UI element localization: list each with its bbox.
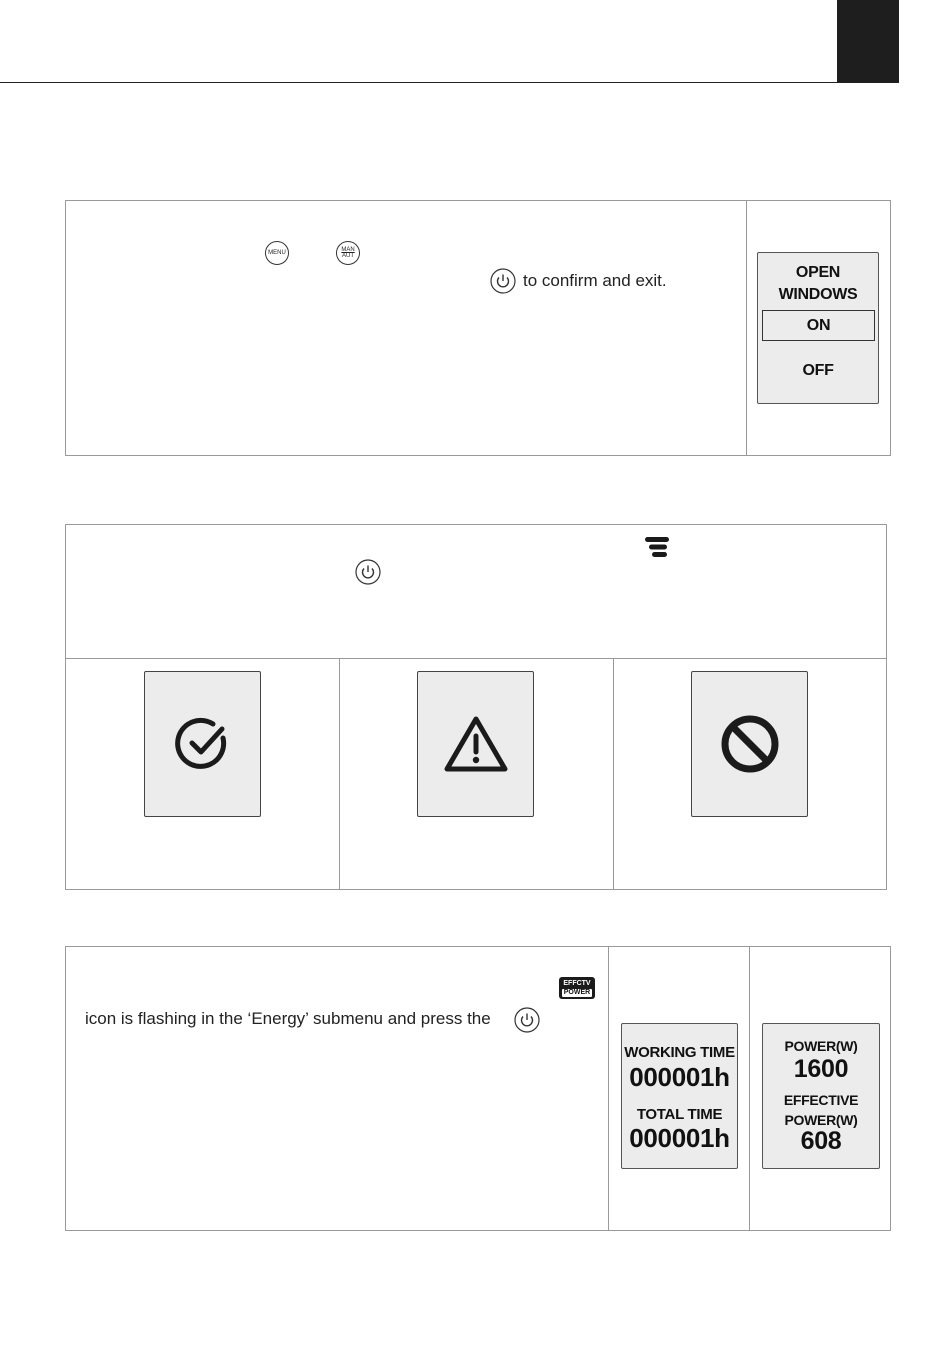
status-panel (65, 524, 887, 890)
page-corner-tab (837, 0, 899, 82)
effective-label-line2: POWER(W) (784, 1112, 858, 1128)
working-time-label: WORKING TIME (624, 1044, 735, 1061)
man-label: MAN (341, 247, 355, 253)
confirm-exit-text: to confirm and exit. (523, 271, 667, 290)
open-windows-screen (757, 252, 879, 404)
power-screen (762, 1023, 880, 1169)
panel-divider (746, 201, 747, 455)
menu-button-label: MENU (268, 250, 286, 256)
effective-power-value: 608 (800, 1127, 842, 1155)
effective-power-icon (559, 977, 595, 999)
warning-triangle-icon (443, 714, 509, 774)
check-circle-icon (175, 716, 231, 772)
power-value: 1600 (793, 1055, 849, 1083)
total-time-label: TOTAL TIME (636, 1106, 723, 1123)
blocked-status-screen (691, 671, 808, 817)
status-row-divider (66, 658, 886, 659)
screen-title-line1: OPEN (795, 264, 841, 281)
working-time-screen (621, 1023, 738, 1169)
menu-lines-icon (644, 536, 670, 558)
power-icon (490, 268, 516, 294)
energy-divider-2 (749, 947, 750, 1230)
status-col-divider-2 (613, 658, 614, 889)
power-label: POWER(W) (784, 1038, 858, 1054)
menu-button-icon (265, 241, 289, 265)
header-rule (0, 82, 899, 83)
power-icon (355, 559, 381, 585)
energy-panel (65, 946, 891, 1231)
badge-line2: POWER (563, 989, 591, 996)
open-windows-panel (65, 200, 891, 456)
total-time-value: 000001h (629, 1123, 730, 1153)
power-icon (514, 1007, 540, 1033)
man-aut-button-icon (336, 241, 360, 265)
prohibited-icon (720, 714, 780, 774)
badge-line1: EFFCTV (563, 980, 591, 987)
option-on-selected (762, 310, 875, 341)
warning-status-screen (417, 671, 534, 817)
status-col-divider-1 (339, 658, 340, 889)
effective-label-line1: EFFECTIVE (783, 1092, 859, 1108)
working-time-value: 000001h (629, 1062, 730, 1092)
ok-status-screen (144, 671, 261, 817)
option-off-label: OFF (802, 362, 834, 379)
aut-label: AUT (342, 253, 354, 259)
energy-divider-1 (608, 947, 609, 1230)
energy-instruction-text: icon is flashing in the ‘Energy’ submenu and press the (85, 1009, 491, 1028)
screen-title-line2: WINDOWS (778, 286, 858, 303)
option-on-label: ON (806, 317, 831, 334)
